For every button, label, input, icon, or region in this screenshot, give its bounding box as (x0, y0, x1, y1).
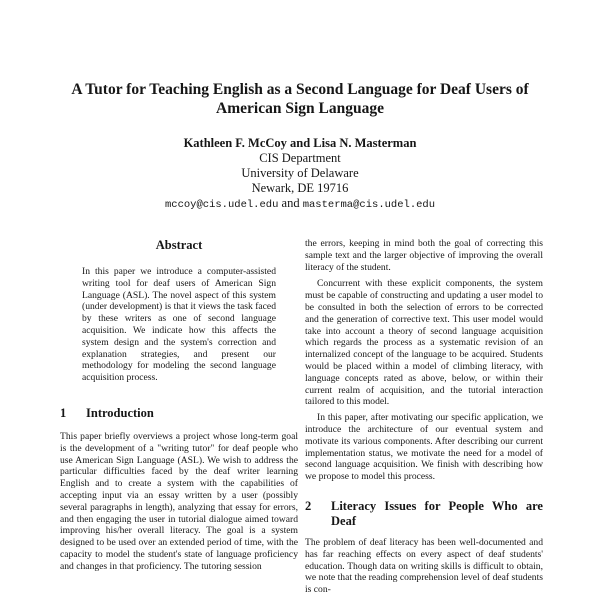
abstract-heading: Abstract (155, 238, 203, 252)
right-paragraph-2: Concurrent with these explicit components, the system must be capable of constructing and updating a user model to be consulted in both the selection of errors to be corrected and the generation of corrective text. This user model would take into account a theory of second language acquisition which regards the process as a systematic revision of an internalized concept of the language to be acquired. Students would be placed within a model of climbing literacy, with language concepts rated as above, below, or within their current realm of acquisition, and the tutorial interaction tailored to this model. (305, 278, 543, 408)
section2-body: The problem of deaf literacy has been well-documented and has far reaching effects on every aspect of deaf students' education. Though data on writing skills is difficult to obtain, we note that the reading comprehension level of deaf students is con- (305, 536, 543, 596)
section-number: 1 (60, 405, 67, 420)
section-heading-introduction (60, 406, 298, 421)
paper-title: A Tutor for Teaching English as a Second Language for Deaf Users of American Sign Language (71, 81, 529, 117)
author-names: Kathleen F. McCoy and Lisa N. Masterman (183, 136, 417, 150)
section-title: Literacy Issues for People Who are Deaf (331, 498, 543, 528)
right-paragraph-1: the errors, keeping in mind both the goal of correcting this sample text and the larger objective of improving the overall literacy of the student. (305, 238, 543, 273)
right-paragraph-3: In this paper, after motivating our specific application, we introduce the architecture of our eventual system and motivate its various components. After describing our current implementation status, we motivate the need for a model of second language acquisition. We finish with describing how we propose to model this process. (305, 412, 543, 483)
author-block (100, 136, 500, 213)
author-emails (100, 196, 500, 213)
author-location: Newark, DE 19716 (251, 181, 349, 195)
right-column (305, 238, 543, 596)
section-heading-literacy (305, 499, 543, 529)
email-join: and (281, 196, 300, 210)
abstract-body: In this paper we introduce a computer-assisted writing tool for deaf users of American Sign Language (ASL). The novel aspect of this system (under development) is that it views the task faced by these writers as one of second language acquisition. We indicate how this affects the system design and the system's correction and explanation strategies, and present our methodology for modeling the second language acquisition process. (82, 266, 276, 384)
introduction-body: This paper briefly overviews a project whose long-term goal is the development of a "writing tutor" for deaf people who use American Sign Language (ASL). We wish to address the particular difficulties faced by the deaf writer learning English and to create a system with the capabilities of accepting input via an essay written by a user (possibly several paragraphs in length), analyzing that essay for errors, and then engaging the user in tutorial dialogue aimed toward improving his/her overall literacy. The goal is a system designed to be used over an extended period of time, with the capacity to model the student's state of language proficiency and changes in that proficiency. The tutoring session (60, 430, 298, 572)
email-masterman: masterma@cis.udel.edu (302, 199, 436, 211)
author-university: University of Delaware (241, 166, 359, 180)
section-number: 2 (305, 498, 312, 513)
email-mccoy: mccoy@cis.udel.edu (164, 199, 279, 211)
author-department: CIS Department (259, 151, 341, 165)
section-title: Introduction (86, 405, 154, 420)
left-column (60, 238, 298, 573)
